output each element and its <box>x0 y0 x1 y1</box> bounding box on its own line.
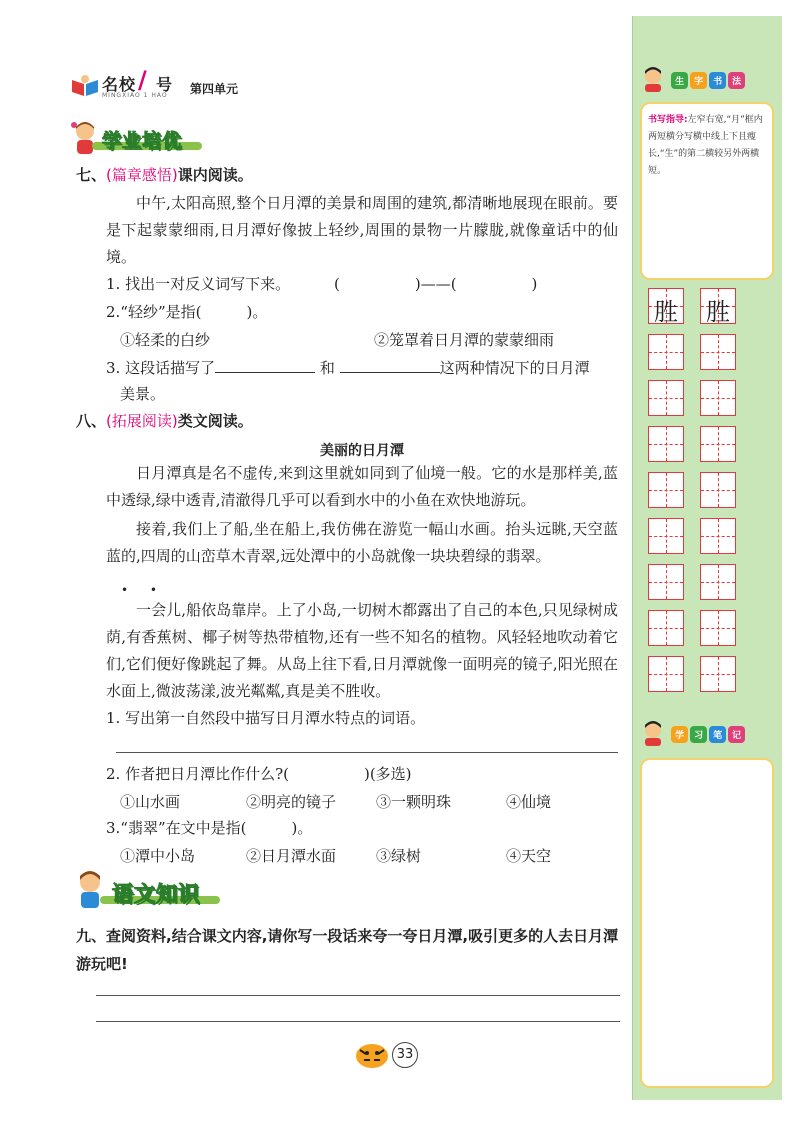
q8-number: 八、 <box>76 412 107 430</box>
section-banner-xueye <box>66 118 216 158</box>
guide-label: 书写指导: <box>648 115 688 125</box>
guide-text: 左窄右宽,“月”框内两短横分写横中线上下且瘦长,“生”的第二横较另外两横短。 <box>648 115 763 176</box>
shengzi-tag-2: 字 <box>690 72 707 89</box>
q7-tag: (篇章感悟) <box>106 166 178 184</box>
q7-sub3 <box>106 356 620 380</box>
q8-sub3-text: 3.“翡翠”在文中是指( )。 <box>106 819 313 837</box>
writing-guide-box <box>640 102 774 280</box>
q7-sub2 <box>106 300 267 324</box>
practice-grid-cell[interactable] <box>700 610 736 646</box>
practice-grid-cell[interactable] <box>648 564 684 600</box>
q7-sub1-blanks[interactable]: ( )——( ) <box>334 275 538 293</box>
q7-sub1 <box>106 272 618 296</box>
q8-sub3 <box>106 816 312 840</box>
q8-sub1 <box>106 706 425 730</box>
sidebar-heading-shengzi <box>640 66 747 92</box>
q8-q3-option-1[interactable]: ①潭中小岛 <box>120 847 196 865</box>
logo-hao: 号 <box>156 75 173 94</box>
q8-title-text: 类文阅读。 <box>177 412 253 430</box>
section-banner-yuwen <box>72 868 232 912</box>
q7-sub3-a: 3. 这段话描写了 <box>106 359 216 377</box>
question-8-title <box>76 410 253 431</box>
practice-grid-cell[interactable] <box>648 518 684 554</box>
q7-blank-1[interactable] <box>215 372 315 373</box>
q9-answer-line-2[interactable] <box>96 1021 620 1022</box>
q8-answer-line[interactable] <box>116 752 618 753</box>
banner-title-xueye: 学业培优 <box>102 130 183 152</box>
boy-mascot-icon <box>70 118 100 156</box>
q8-paragraph-3: 一会儿,船依岛靠岸。上了小岛,一切树木都露出了自己的本色,只见绿树成荫,有香蕉树、椰子树等热带植物,还有一些不知名的植物。风轻轻地吹动着它们,它们便好像跳起了舞。从岛上往下看,日月潭就像一面明亮的镜子,阳光照在水面上,微波荡漾,波光粼粼,真是美不胜收。 <box>106 601 618 700</box>
q9-answer-line-1[interactable] <box>96 995 620 996</box>
practice-grid-cell[interactable] <box>700 564 736 600</box>
question-7-title <box>76 164 253 185</box>
practice-grid-cell[interactable] <box>700 380 736 416</box>
q8-sub2 <box>106 762 412 786</box>
shengzi-tag-3: 书 <box>709 72 726 89</box>
practice-grid-cell[interactable] <box>648 380 684 416</box>
model-char-cell <box>700 288 736 324</box>
q7-sub3-cont <box>120 382 165 406</box>
notes-tag-3: 笔 <box>709 726 726 743</box>
practice-grid-cell[interactable] <box>648 334 684 370</box>
article-title: 美丽的日月潭 <box>320 443 404 459</box>
tiger-mascot-icon <box>352 1040 392 1070</box>
notes-tag-1: 学 <box>671 726 688 743</box>
page-number: 33 <box>392 1042 418 1068</box>
emphasis-dots: • • <box>121 583 166 597</box>
q7-option-2[interactable]: ②笼罩着日月潭的蒙蒙细雨 <box>374 331 555 349</box>
notes-tag-2: 习 <box>690 726 707 743</box>
q7-passage: 中午,太阳高照,整个日月潭的美景和周围的建筑,都清晰地展现在眼前。要是下起蒙蒙细雨,日月潭好像披上轻纱,周围的景物一片朦胧,就像童话中的仙境。 <box>106 194 618 266</box>
model-char: 胜 <box>654 298 678 326</box>
q8-sub2-text: 2. 作者把日月潭比作什么?( )(多选) <box>106 765 412 783</box>
logo-pinyin: MINGXIAO 1 HAO <box>102 92 168 99</box>
q7-sub2-options <box>120 328 620 352</box>
question-9: 九、查阅资料,结合课文内容,请你写一段话来夸一夸日月潭,吸引更多的人去日月潭游玩吧! <box>76 927 619 973</box>
q8-q2-option-2[interactable]: ②明亮的镜子 <box>246 793 337 811</box>
q8-paragraph-2: 接着,我们上了船,坐在船上,我仿佛在游览一幅山水画。抬头远眺,天空蓝蓝的,四周的山峦草木青翠,远处潭中的小岛就像一块块碧绿的翡翠。 <box>106 520 618 565</box>
book-icon <box>70 74 100 98</box>
q8-q3-option-3[interactable]: ③绿树 <box>376 847 422 865</box>
q7-number: 七、 <box>76 166 107 184</box>
practice-grid-cell[interactable] <box>648 656 684 692</box>
practice-grid-cell[interactable] <box>700 426 736 462</box>
sidebar-heading-notes <box>640 720 747 746</box>
model-char-cell <box>648 288 684 324</box>
q7-sub3-b: 这两种情况下的日月潭 <box>439 359 590 377</box>
unit-label: 第四单元 <box>190 82 239 96</box>
banner-title-yuwen: 语文知识 <box>112 882 200 906</box>
shengzi-tag-4: 法 <box>728 72 745 89</box>
model-char: 胜 <box>706 298 730 326</box>
q7-option-1[interactable]: ①轻柔的白纱 <box>120 331 211 349</box>
boy-mascot-icon <box>640 66 666 92</box>
practice-grid-cell[interactable] <box>700 656 736 692</box>
logo-text: 名校 <box>102 75 137 94</box>
practice-grid-cell[interactable] <box>648 610 684 646</box>
q7-title-text: 课内阅读。 <box>177 166 253 184</box>
q7-sub3-c: 美景。 <box>120 385 166 403</box>
q7-sub3-and: 和 <box>319 359 335 377</box>
boy-mascot-icon <box>640 720 666 746</box>
q8-sub1-text: 1. 写出第一自然段中描写日月潭水特点的词语。 <box>106 709 426 727</box>
q7-sub2-text: 2.“轻纱”是指( )。 <box>106 303 268 321</box>
logo-slash: / <box>138 66 147 94</box>
practice-grid-cell[interactable] <box>700 472 736 508</box>
q7-blank-2[interactable] <box>340 372 440 373</box>
practice-grid-cell[interactable] <box>648 472 684 508</box>
practice-grid-cell[interactable] <box>700 334 736 370</box>
q8-paragraph-1: 日月潭真是名不虚传,来到这里就如同到了仙境一般。它的水是那样美,蓝中透绿,绿中透青,清澈得几乎可以看到水中的小鱼在欢快地游玩。 <box>106 464 618 509</box>
q8-q2-option-4[interactable]: ④仙境 <box>506 793 552 811</box>
notes-tag-4: 记 <box>728 726 745 743</box>
q7-sub1-text: 1. 找出一对反义词写下来。 <box>106 275 291 293</box>
study-notes-box[interactable] <box>640 758 774 1088</box>
q8-q3-option-4[interactable]: ④天空 <box>506 847 552 865</box>
q8-tag: (拓展阅读) <box>106 412 178 430</box>
q8-q2-option-1[interactable]: ①山水画 <box>120 793 181 811</box>
shengzi-tag-1: 生 <box>671 72 688 89</box>
practice-grid-cell[interactable] <box>648 426 684 462</box>
boy-mascot-icon <box>74 868 106 910</box>
q8-q3-option-2[interactable]: ②日月潭水面 <box>246 847 337 865</box>
practice-grid-cell[interactable] <box>700 518 736 554</box>
q8-q2-option-3[interactable]: ③一颗明珠 <box>376 793 452 811</box>
